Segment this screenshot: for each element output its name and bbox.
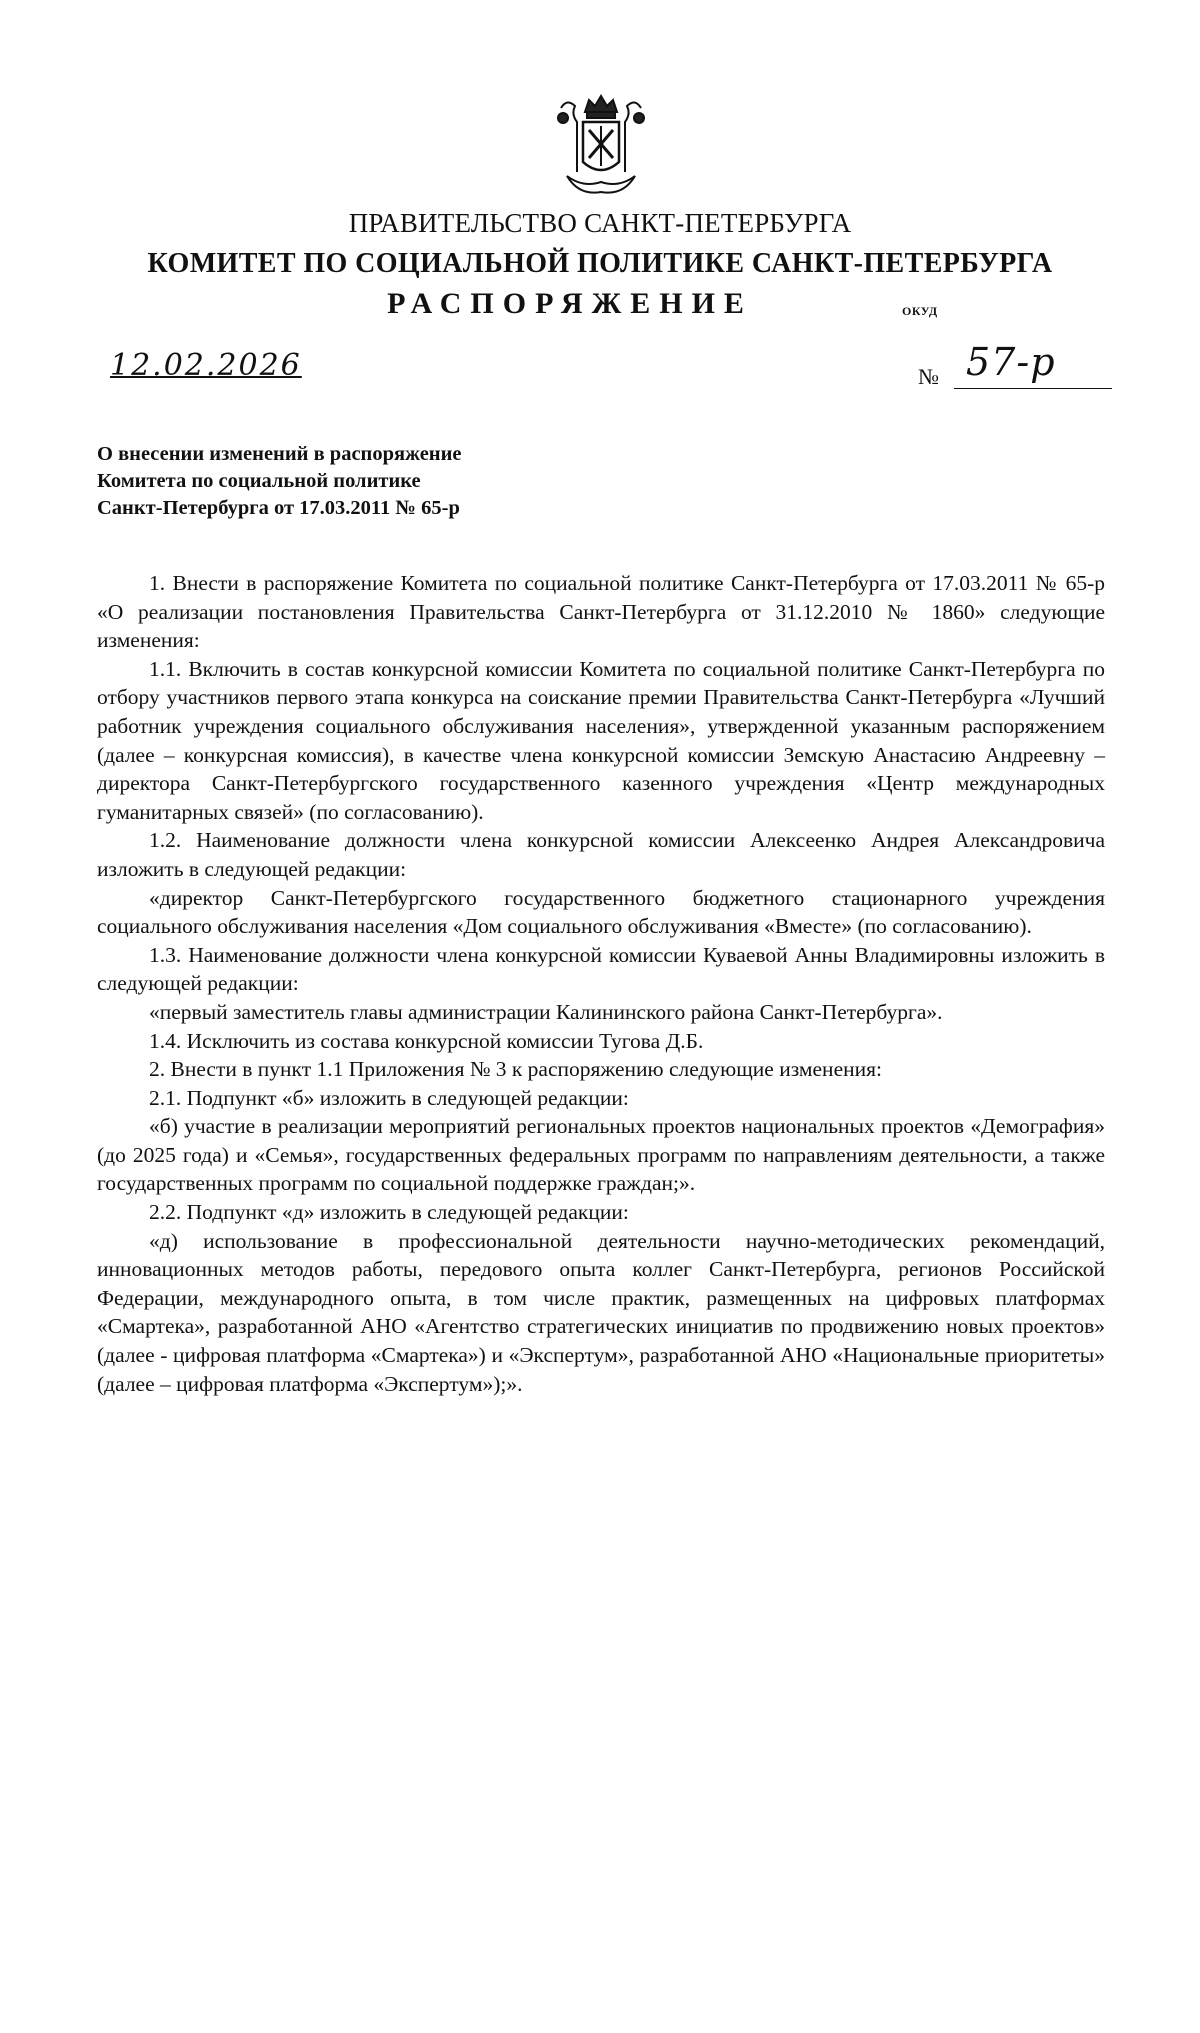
paragraph: 2.2. Подпункт «д» изложить в следующей редакции: [149, 1200, 629, 1225]
paragraph: 1.2. Наименование должности члена конкурсной комиссии Алексеенко Андрея Александровича изложить в следующей редакции: [97, 828, 1105, 881]
paragraph: 1.1. Включить в состав конкурсной комиссии Комитета по социальной политике Санкт-Петербурга по отбору участников первого этапа конкурса на соискание премии Правительства Санкт-Петербурга «Лучший работник учреждения социального обслуживания населения», утвержденной указанным распоряжением (далее – конкурсная комиссия), в качестве члена конкурсной комиссии Земскую Анастасию Андреевну – директора Санкт-Петербургского государственного казенного учреждения «Центр международных гуманитарных связей» (по согласованию). [97, 656, 1105, 824]
committee-title: КОМИТЕТ ПО СОЦИАЛЬНОЙ ПОЛИТИКЕ САНКТ-ПЕТЕРБУРГА [147, 248, 1053, 279]
document-date: 12.02.2026 [110, 348, 302, 383]
number-underline [954, 388, 1112, 389]
paragraph: 1.4. Исключить из состава конкурсной комиссии Тугова Д.Б. [149, 1028, 704, 1053]
document-body [97, 569, 1105, 1398]
okud-label: ОКУД [902, 304, 938, 318]
paragraph: «д) использование в профессиональной деятельности научно-методических рекомендаций, инновационных методов работы, передового опыта коллег Санкт-Петербурга, регионов Российской Федерации, международного опыта, в том числе практик, размещенных на цифровых платформах «Смартека», разработанной АНО «Агентство стратегических инициатив по продвижению новых проектов» (далее - цифровая платформа «Смартека») и «Экспертум», разработанной АНО «Национальные приоритеты» (далее – цифровая платформа «Экспертум»);». [97, 1228, 1105, 1396]
government-title: ПРАВИТЕЛЬСТВО САНКТ-ПЕТЕРБУРГА [348, 208, 852, 238]
document-number: 57-р [966, 340, 1056, 384]
paragraph: 2.1. Подпункт «б» изложить в следующей редакции: [149, 1085, 629, 1110]
paragraph: 1. Внести в распоряжение Комитета по социальной политике Санкт-Петербурга от 17.03.2011 № 65-р «О реализации постановления Правительства Санкт-Петербурга от 31.12.2010 № 1860» следующие изменения: [97, 571, 1105, 653]
paragraph: «б) участие в реализации мероприятий региональных проектов национальных проектов «Демография» (до 2025 года) и «Семья», государственных федеральных программ по направлениям деятельности, а также государственных программ по социальной поддержке граждан;». [97, 1114, 1105, 1196]
document-type-title: РАСПОРЯЖЕНИЕ [387, 287, 753, 320]
paragraph: «первый заместитель главы администрации Калининского района Санкт-Петербурга». [149, 999, 943, 1024]
number-sign: № [918, 364, 939, 389]
paragraph: «директор Санкт-Петербургского государственного бюджетного стационарного учреждения социального обслуживания населения «Дом социального обслуживания «Вместе» (по согласованию). [97, 885, 1105, 939]
subject-line: Санкт-Петербурга от 17.03.2011 № 65-р [97, 497, 460, 519]
coat-of-arms-icon [553, 92, 649, 200]
paragraph: 2. Внести в пункт 1.1 Приложения № 3 к распоряжению следующие изменения: [149, 1057, 882, 1082]
document-subject [97, 441, 462, 522]
subject-line: Комитета по социальной политике [97, 470, 421, 492]
subject-line: О внесении изменений в распоряжение [97, 443, 462, 465]
paragraph: 1.3. Наименование должности члена конкурсной комиссии Куваевой Анны Владимировны изложить в следующей редакции: [97, 942, 1105, 996]
